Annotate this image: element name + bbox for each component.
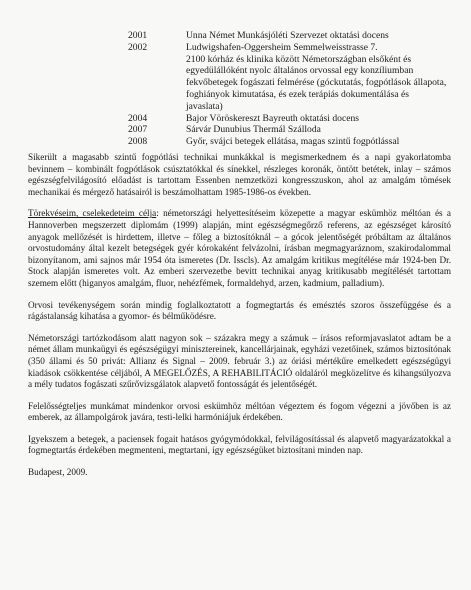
paragraph-digestion: Orvosi tevékenységem során mindig foglalkoztatott a fogmegtartás és emésztés szoros összefüggése és a rágástalanság kihatása a gyomor- és bélműködésre. xyxy=(28,299,451,322)
paragraph-reform: Németországi tartózkodásom alatt nagyon sok – százakra megy a számuk – írásos reformjavaslatot adtam be a német állam munkaügyi és egészségügyi minisztereinek, kancellárjainak, egyházi vezetőinek, számos biztosítónak (350 állami és 50 privát: Allianz és Signal – 2009. február 3.) az óriási mértékűre emelkedett egészségügyi kiadások csökkentése céljából, A MEGELŐZÉS, A REHABILITÁCIÓ oldaláról megközelítve és kihangsúlyozva a mély tudatos fogászati szűrővizsgálatok alapvető fontosságát és jelentőségét. xyxy=(28,332,451,390)
goals-heading: Törekvéseim, cselekedeteim célja xyxy=(28,208,157,219)
document-body xyxy=(28,152,451,489)
paragraph-care: Igyekszem a betegek, a paciensek fogait hatásos gyógymódokkal, felvilágosítással és alapvető magyarázatokkal a fogmegtartás érdekében megmenteni, megtartani, így egészségüket biztosítani minden nap. xyxy=(28,433,451,456)
timeline-row xyxy=(128,136,448,148)
timeline-year: 2002 xyxy=(128,41,148,53)
career-timeline xyxy=(128,30,448,148)
timeline-row xyxy=(128,124,448,136)
timeline-entry: Bajor Vöröskereszt Bayreuth oktatási docens xyxy=(186,112,359,124)
signature-place-date: Budapest, 2009. xyxy=(28,467,88,478)
paragraph-goals xyxy=(28,208,451,289)
timeline-row xyxy=(128,113,448,125)
paragraph-oath: Felelősségteljes munkámat mindenkor orvosi eskümhöz méltóan végeztem és fogom végezni a jövőben is az emberek, az állampolgárok javára, testi-lelki harmóniájuk érdekében. xyxy=(28,400,451,423)
timeline-entry: Unna Német Munkásjóléti Szervezet oktatási docens xyxy=(186,30,389,41)
timeline-year: 2007 xyxy=(128,124,148,136)
timeline-year: 2001 xyxy=(128,30,148,41)
timeline-row xyxy=(128,30,448,42)
timeline-entry: Sárvár Dunubius Thermál Szálloda xyxy=(186,124,321,136)
timeline-year: 2008 xyxy=(128,136,148,148)
goals-text: : németországi helyettesítéseim közepette a magyar eskümhöz méltóan és a Hannoverben megszerzett diplomám (1999) alapján, mint egészségmegőrző referens, az egészséget károsító anyagok mellőzését is hirdettem, illetve – főleg a biztosítóknál – a gócok jelentőségét próbáltam az általános orvostudomány által kezelt betegségek gyér kórokaként felvázolni, írásban megmagyaráznom, szakirodalommal bizonyítanom, ami sajnos már 1954 óta ismeretes (Dr. Isscls). Az amalgám kritikus megítélése már 1924-ben Dr. Stock alapján ismeretes volt. Az emberi szervezetbe bevitt technikai anyag kritikusabb megítélését tartottam szemem előtt (higanyos amalgám, fluor, nehézfémek, formaldehyd, arzen, kadmium, palladium). xyxy=(28,208,451,288)
timeline-entry: Ludwigshafen-Oggersheim Semmelweisstrasse 7. 2100 kórház és klinika között Németországban elsőként és egyedülállóként nyolc általános orvossal egy konzíliumban fekvőbetegek fogászati felmérése (góckutatás, fogpótlások állapota, foghiányok kimutatása, és ezek terápiás dokumentálása és javaslata) xyxy=(186,41,447,112)
timeline-row xyxy=(128,42,448,113)
timeline-entry: Győr, svájci betegek ellátása, magas szintű fogpótlással xyxy=(186,136,400,148)
timeline-year: 2004 xyxy=(128,112,148,124)
paragraph-experience: Sikerült a magasabb szintű fogpótlási technikai munkákkal is megismerkednem és a napi gyakorlatomba bevinnem – kombinált fogpótlások csúsztatókkal és sínekkel, részleges koronák, öntött betétek, inlay – számos egészségfelvilágosító előadást is tartottam Essenben nemzetközi kongresszuskon, ahol az amalgám tömések mechanikai és mérgező hatásairól is beszámolhattam 1985-1986-os években. xyxy=(28,152,451,197)
